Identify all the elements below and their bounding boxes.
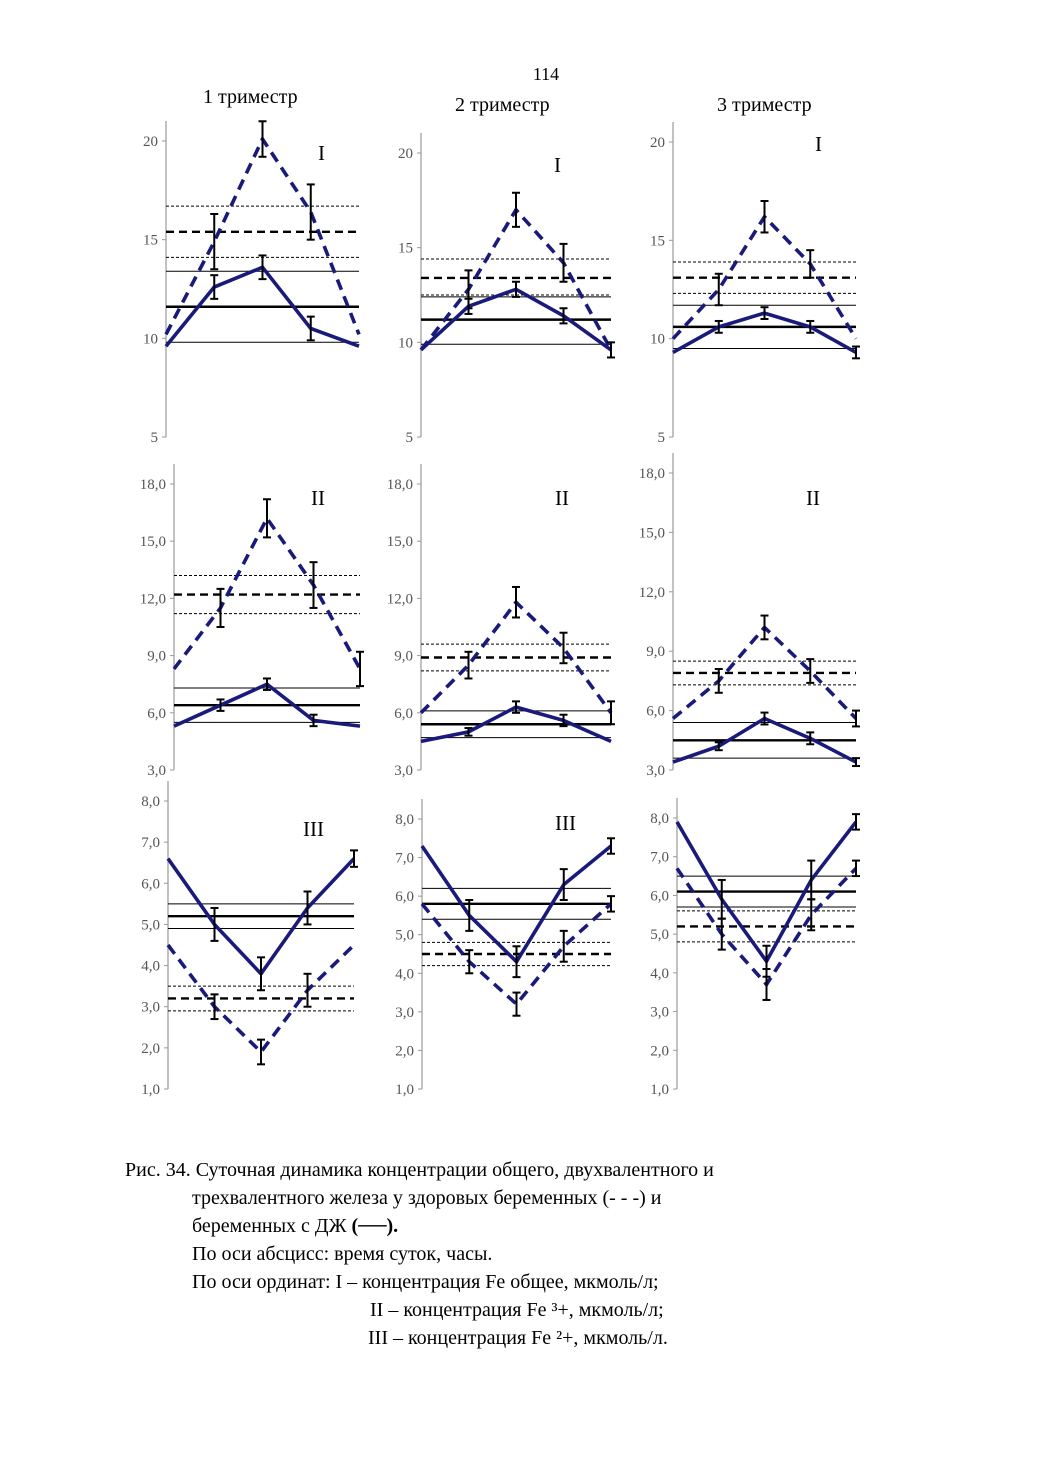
panel-5-tick-label: 9,0 bbox=[394, 648, 413, 665]
panel-3-tick-label: 5 bbox=[657, 430, 665, 446]
caption-line-7: III – концентрация Fe ²+, мкмоль/л. bbox=[368, 1327, 668, 1349]
figure-caption bbox=[125, 1156, 1005, 1352]
panel-9-tick-label: 4,0 bbox=[650, 965, 669, 982]
column-header-trimester-1: 1 триместр bbox=[203, 86, 298, 108]
panel-2-tick-label: 5 bbox=[405, 430, 413, 446]
panel-8-tick-label: 5,0 bbox=[395, 927, 414, 944]
panel-5-row-label: II bbox=[555, 486, 569, 510]
panel-5-tick-label: 18,0 bbox=[386, 477, 413, 493]
caption-line-6: II – концентрация Fe ³+, мкмоль/л; bbox=[370, 1299, 664, 1321]
panel-9-tick-label: 5,0 bbox=[650, 927, 669, 944]
panel-9-tick-label: 2,0 bbox=[650, 1043, 669, 1060]
panel-9-tick-label: 7,0 bbox=[650, 849, 669, 866]
panel-9-tick-label: 1,0 bbox=[650, 1082, 669, 1098]
panel-3-tick-label: 10 bbox=[650, 331, 665, 348]
panel-8-tick-label: 7,0 bbox=[395, 850, 414, 867]
panel-1-tick-label: 5 bbox=[150, 430, 158, 446]
panel-5-tick-label: 6,0 bbox=[394, 705, 413, 722]
column-header-trimester-3: 3 триместр bbox=[717, 94, 812, 116]
panel-7-tick-label: 7,0 bbox=[141, 835, 160, 852]
panel-7-row-label: III bbox=[303, 817, 324, 841]
panel-3-tick-label: 20 bbox=[650, 135, 665, 151]
panel-7-tick-label: 4,0 bbox=[141, 958, 160, 975]
panel-7-tick-label: 3,0 bbox=[141, 999, 160, 1016]
caption-line-4: По оси абсцисс: время суток, часы. bbox=[192, 1243, 493, 1265]
caption-line-1: Рис. 34. Суточная динамика концентрации общего, двухвалентного и bbox=[125, 1159, 714, 1181]
column-header-trimester-2: 2 триместр bbox=[455, 94, 550, 116]
panel-6-tick-label: 12,0 bbox=[638, 584, 665, 601]
panel-2-row-label: I bbox=[554, 153, 561, 177]
panel-2-tick-label: 15 bbox=[398, 240, 413, 257]
panel-8-tick-label: 6,0 bbox=[395, 889, 414, 906]
panel-8-tick-label: 3,0 bbox=[395, 1004, 414, 1021]
panel-8-tick-label: 2,0 bbox=[395, 1043, 414, 1060]
page-number: 114 bbox=[532, 64, 560, 84]
panel-6-tick-label: 18,0 bbox=[638, 466, 665, 482]
panel-8-tick-label: 4,0 bbox=[395, 966, 414, 983]
panel-9-tick-label: 3,0 bbox=[650, 1004, 669, 1021]
panel-6-tick-label: 3,0 bbox=[646, 763, 665, 779]
panel-9-tick-label: 6,0 bbox=[650, 888, 669, 905]
panel-1-series-dashed bbox=[166, 139, 359, 334]
panel-1-tick-label: 15 bbox=[143, 232, 158, 249]
panel-4-tick-label: 18,0 bbox=[139, 477, 166, 493]
caption-line-3 bbox=[125, 1212, 1005, 1240]
panel-7-tick-label: 6,0 bbox=[141, 876, 160, 893]
panel-6-tick-label: 15,0 bbox=[638, 525, 665, 542]
panel-4-tick-label: 3,0 bbox=[147, 763, 166, 779]
panel-7-tick-label: 1,0 bbox=[141, 1082, 160, 1098]
panel-1-tick-label: 20 bbox=[143, 134, 158, 150]
panel-5-tick-label: 12,0 bbox=[386, 591, 413, 608]
panel-8-tick-label: 1,0 bbox=[395, 1082, 414, 1098]
caption-line-3-legend: (──). bbox=[351, 1215, 399, 1237]
panel-4-tick-label: 9,0 bbox=[147, 648, 166, 665]
panel-3-tick-label: 15 bbox=[650, 233, 665, 250]
panel-7-tick-label: 2,0 bbox=[141, 1040, 160, 1057]
panel-5-tick-label: 3,0 bbox=[394, 763, 413, 779]
panel-8-tick-label: 8,0 bbox=[395, 812, 414, 828]
panel-6-tick-label: 9,0 bbox=[646, 644, 665, 661]
panel-1-row-label: I bbox=[318, 141, 325, 165]
caption-line-2: трехвалентного железа у здоровых беременных (- - -) и bbox=[192, 1187, 662, 1209]
panel-4-tick-label: 6,0 bbox=[147, 705, 166, 722]
panel-2-tick-label: 20 bbox=[398, 146, 413, 162]
panel-2-tick-label: 10 bbox=[398, 335, 413, 352]
panel-4-tick-label: 12,0 bbox=[139, 591, 166, 608]
caption-line-3-text: беременных с ДЖ bbox=[192, 1215, 352, 1237]
panel-6-tick-label: 6,0 bbox=[646, 703, 665, 720]
panel-4-row-label: II bbox=[311, 486, 325, 510]
panel-4-tick-label: 15,0 bbox=[139, 534, 166, 551]
panel-3-row-label: I bbox=[815, 132, 822, 156]
panel-6-row-label: II bbox=[806, 486, 820, 510]
panel-7-tick-label: 5,0 bbox=[141, 917, 160, 934]
panel-5-tick-label: 15,0 bbox=[386, 534, 413, 551]
panel-7-tick-label: 8,0 bbox=[141, 794, 160, 810]
panel-8-row-label: III bbox=[555, 811, 576, 835]
caption-line-5: По оси ординат: I – концентрация Fe общее, мкмоль/л; bbox=[192, 1271, 659, 1293]
panel-1-tick-label: 10 bbox=[143, 331, 158, 348]
panel-9-tick-label: 8,0 bbox=[650, 811, 669, 827]
